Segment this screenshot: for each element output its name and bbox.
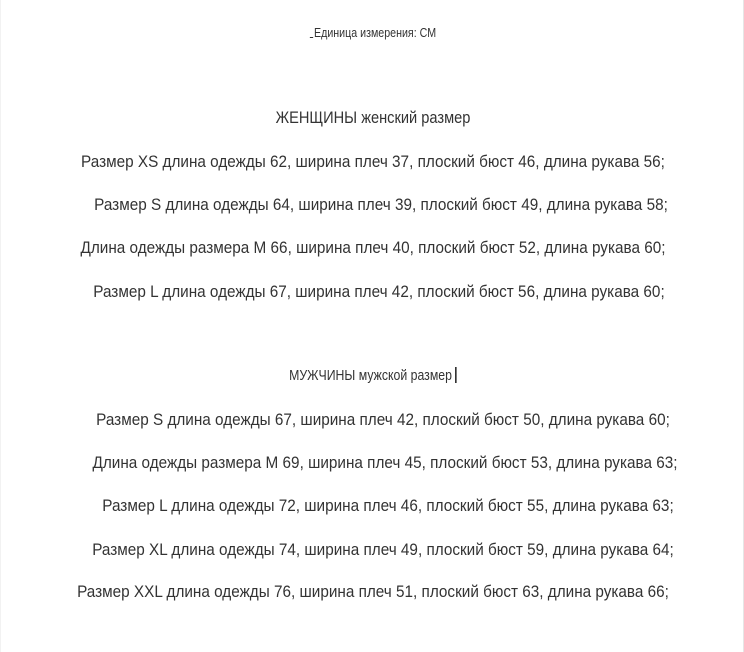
women-heading: ЖЕНЩИНЫ женский размер — [275, 108, 471, 127]
women-row-s: Размер S длина одежды 64, ширина плеч 39, плоский бюст 49, длина рукава 58; — [94, 195, 668, 214]
women-row-m: Длина одежды размера M 66, ширина плеч 40, плоский бюст 52, длина рукава 60; — [80, 238, 666, 257]
men-row-l: Размер L длина одежды 72, ширина плеч 46, плоский бюст 55, длина рукава 63; — [102, 496, 674, 515]
men-row-xl: Размер XL длина одежды 74, ширина плеч 49, плоский бюст 59, длина рукава 64; — [92, 540, 674, 559]
text-cursor — [455, 367, 457, 383]
men-row-m: Длина одежды размера M 69, ширина плеч 45, плоский бюст 53, длина рукава 63; — [92, 453, 678, 472]
women-row-l: Размер L длина одежды 67, ширина плеч 42, плоский бюст 56, длина рукава 60; — [93, 282, 665, 301]
text-marker — [310, 25, 313, 38]
men-row-xxl: Размер XXL длина одежды 76, ширина плеч 51, плоский бюст 63, длина рукава 66; — [77, 582, 669, 601]
women-row-xs: Размер XS длина одежды 62, ширина плеч 37, плоский бюст 46, длина рукава 56; — [81, 152, 665, 171]
men-heading — [68, 367, 678, 384]
unit-note — [68, 25, 678, 40]
men-row-s: Размер S длина одежды 67, ширина плеч 42, плоский бюст 50, длина рукава 60; — [96, 410, 670, 429]
unit-note-text: Единица измерения: СМ — [314, 25, 437, 40]
men-heading-text: МУЖЧИНЫ мужской размер — [289, 367, 452, 384]
